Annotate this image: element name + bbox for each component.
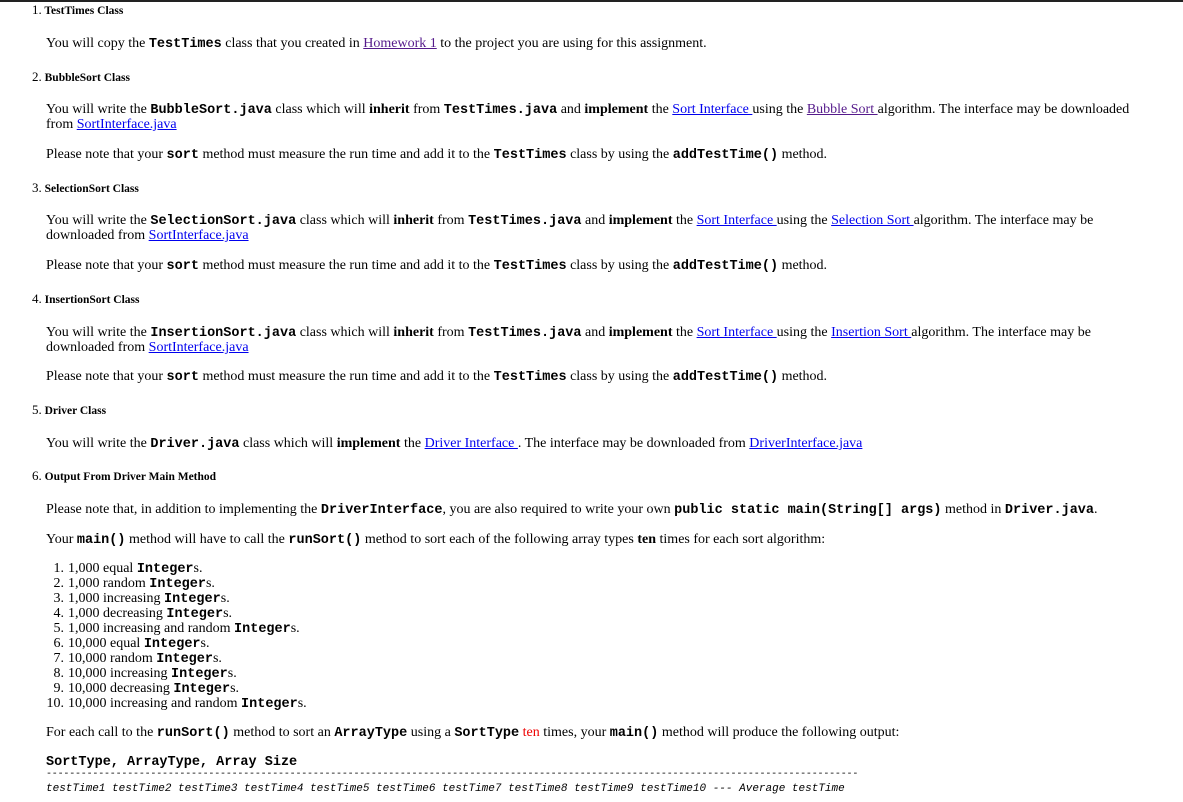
array-type-item bbox=[53, 666, 307, 682]
sort-interface-java-link[interactable]: SortInterface.java bbox=[76, 117, 177, 132]
top-border bbox=[0, 0, 1183, 2]
array-type-text: 1,000 decreasing bbox=[68, 606, 167, 621]
array-type-text: 1,000 equal bbox=[68, 561, 137, 576]
section-5-heading: 5. Driver Class bbox=[32, 402, 107, 417]
array-type-text: 10,000 random bbox=[68, 651, 157, 666]
array-type-text: 10,000 increasing bbox=[68, 666, 172, 681]
array-type-code: Integer bbox=[143, 637, 201, 652]
array-type-item bbox=[53, 576, 307, 592]
section-1-paragraph: You will copy the TestTimes class that you created in Homework 1 to the project you are using for this assignment. bbox=[46, 36, 707, 52]
array-type-item bbox=[53, 621, 307, 637]
array-type-item bbox=[53, 561, 307, 577]
array-type-text: 10,000 equal bbox=[68, 636, 144, 651]
section-4-heading: 4. InsertionSort Class bbox=[32, 291, 140, 306]
array-type-code: Integer bbox=[136, 562, 194, 577]
array-type-suffix: s. bbox=[220, 591, 230, 606]
array-type-suffix: s. bbox=[205, 576, 215, 591]
array-type-number: 10. bbox=[46, 696, 64, 711]
array-type-item bbox=[53, 681, 307, 697]
array-type-code: Integer bbox=[241, 697, 298, 712]
array-type-number: 3. bbox=[53, 591, 64, 606]
sort-interface-link[interactable]: Sort Interface bbox=[696, 325, 777, 340]
array-type-item bbox=[53, 651, 307, 667]
array-type-number: 1. bbox=[53, 561, 64, 576]
sort-interface-link[interactable]: Sort Interface bbox=[696, 213, 777, 228]
array-type-text: 1,000 random bbox=[68, 576, 150, 591]
array-type-suffix: s. bbox=[193, 561, 203, 576]
array-type-text: 1,000 increasing bbox=[68, 591, 165, 606]
driver-interface-link[interactable]: Driver Interface bbox=[424, 436, 518, 451]
array-type-text: 10,000 increasing and random bbox=[68, 696, 242, 711]
array-type-number: 5. bbox=[53, 621, 64, 636]
array-type-number: 4. bbox=[53, 606, 64, 621]
section-2-note: Please note that your sort method must measure the run time and add it to the TestTimes class by using the addTestTime() method. bbox=[46, 147, 828, 163]
section-2-heading: 2. BubbleSort Class bbox=[32, 69, 130, 84]
section-2-paragraph-line1: You will write the BubbleSort.java class which will inherit from TestTimes.java and implement the Sort Interface using the Bubble Sort algorithm. The interface may be downloaded bbox=[46, 102, 1130, 118]
sort-interface-java-link[interactable]: SortInterface.java bbox=[148, 228, 249, 243]
output-rule: -------------------------------------------------------------------------------------------------------------------------------------------- bbox=[46, 770, 859, 780]
array-type-number: 8. bbox=[53, 666, 64, 681]
driver-interface-java-link[interactable]: DriverInterface.java bbox=[749, 436, 863, 451]
sort-interface-java-link[interactable]: SortInterface.java bbox=[148, 340, 249, 355]
section-6-paragraph-2: Your main() method will have to call the runSort() method to sort each of the following array types ten times for each sort algorithm: bbox=[46, 532, 826, 548]
section-3-paragraph-line2: downloaded from SortInterface.java bbox=[46, 228, 249, 243]
array-type-suffix: s. bbox=[200, 636, 210, 651]
array-type-code: Integer bbox=[173, 682, 231, 697]
insertion-sort-link[interactable]: Insertion Sort bbox=[831, 325, 912, 340]
section-6-paragraph-1: Please note that, in addition to implementing the DriverInterface, you are also required to write your own public static main(String[] args) method in Driver.java. bbox=[46, 502, 1098, 518]
array-type-number: 2. bbox=[53, 576, 64, 591]
output-columns: testTime1 testTime2 testTime3 testTime4 testTime5 testTime6 testTime7 testTime8 testTime9 testTime10 --- Average testTime bbox=[46, 783, 845, 795]
array-types-list bbox=[46, 561, 307, 711]
section-2-paragraph-line2: from SortInterface.java bbox=[46, 117, 177, 132]
section-6-heading: 6. Output From Driver Main Method bbox=[32, 468, 217, 483]
array-type-item bbox=[53, 606, 307, 622]
array-type-suffix: s. bbox=[290, 621, 300, 636]
selection-sort-link[interactable]: Selection Sort bbox=[831, 213, 914, 228]
array-type-code: Integer bbox=[166, 607, 224, 622]
array-type-number: 6. bbox=[53, 636, 64, 651]
section-3-paragraph-line1: You will write the SelectionSort.java class which will inherit from TestTimes.java and implement the Sort Interface using the Selection Sort algorithm. The interface may be bbox=[46, 213, 1094, 229]
array-type-code: Integer bbox=[171, 667, 228, 682]
homework-1-link[interactable]: Homework 1 bbox=[363, 36, 437, 51]
array-type-text: 10,000 decreasing bbox=[68, 681, 174, 696]
sort-interface-link[interactable]: Sort Interface bbox=[672, 102, 753, 117]
section-1-heading: 1. TestTimes Class bbox=[32, 2, 124, 17]
array-type-item bbox=[46, 696, 307, 712]
array-type-code: Integer bbox=[234, 622, 291, 637]
array-type-code: Integer bbox=[164, 592, 221, 607]
array-type-code: Integer bbox=[149, 577, 206, 592]
array-type-suffix: s. bbox=[297, 696, 307, 711]
array-type-suffix: s. bbox=[227, 666, 237, 681]
array-type-text: 1,000 increasing and random bbox=[68, 621, 235, 636]
output-header: SortType, ArrayType, Array Size bbox=[46, 755, 298, 770]
array-type-item bbox=[53, 636, 307, 652]
bubble-sort-link[interactable]: Bubble Sort bbox=[806, 102, 878, 117]
section-6-paragraph-3: For each call to the runSort() method to sort an ArrayType using a SortType ten times, your main() method will produce the following output: bbox=[46, 725, 900, 741]
section-3-note: Please note that your sort method must measure the run time and add it to the TestTimes class by using the addTestTime() method. bbox=[46, 258, 828, 274]
array-type-suffix: s. bbox=[212, 651, 222, 666]
section-5-paragraph: You will write the Driver.java class which will implement the Driver Interface . The interface may be downloaded from DriverInterface.java bbox=[46, 436, 863, 452]
array-type-item bbox=[53, 591, 307, 607]
array-type-suffix: s. bbox=[223, 606, 233, 621]
array-type-code: Integer bbox=[156, 652, 213, 667]
section-4-note: Please note that your sort method must measure the run time and add it to the TestTimes class by using the addTestTime() method. bbox=[46, 369, 828, 385]
section-4-paragraph-line1: You will write the InsertionSort.java class which will inherit from TestTimes.java and implement the Sort Interface using the Insertion Sort algorithm. The interface may be bbox=[46, 325, 1091, 341]
array-type-suffix: s. bbox=[230, 681, 240, 696]
array-type-number: 9. bbox=[53, 681, 64, 696]
section-3-heading: 3. SelectionSort Class bbox=[32, 180, 139, 195]
section-4-paragraph-line2: downloaded from SortInterface.java bbox=[46, 340, 249, 355]
array-type-number: 7. bbox=[53, 651, 64, 666]
